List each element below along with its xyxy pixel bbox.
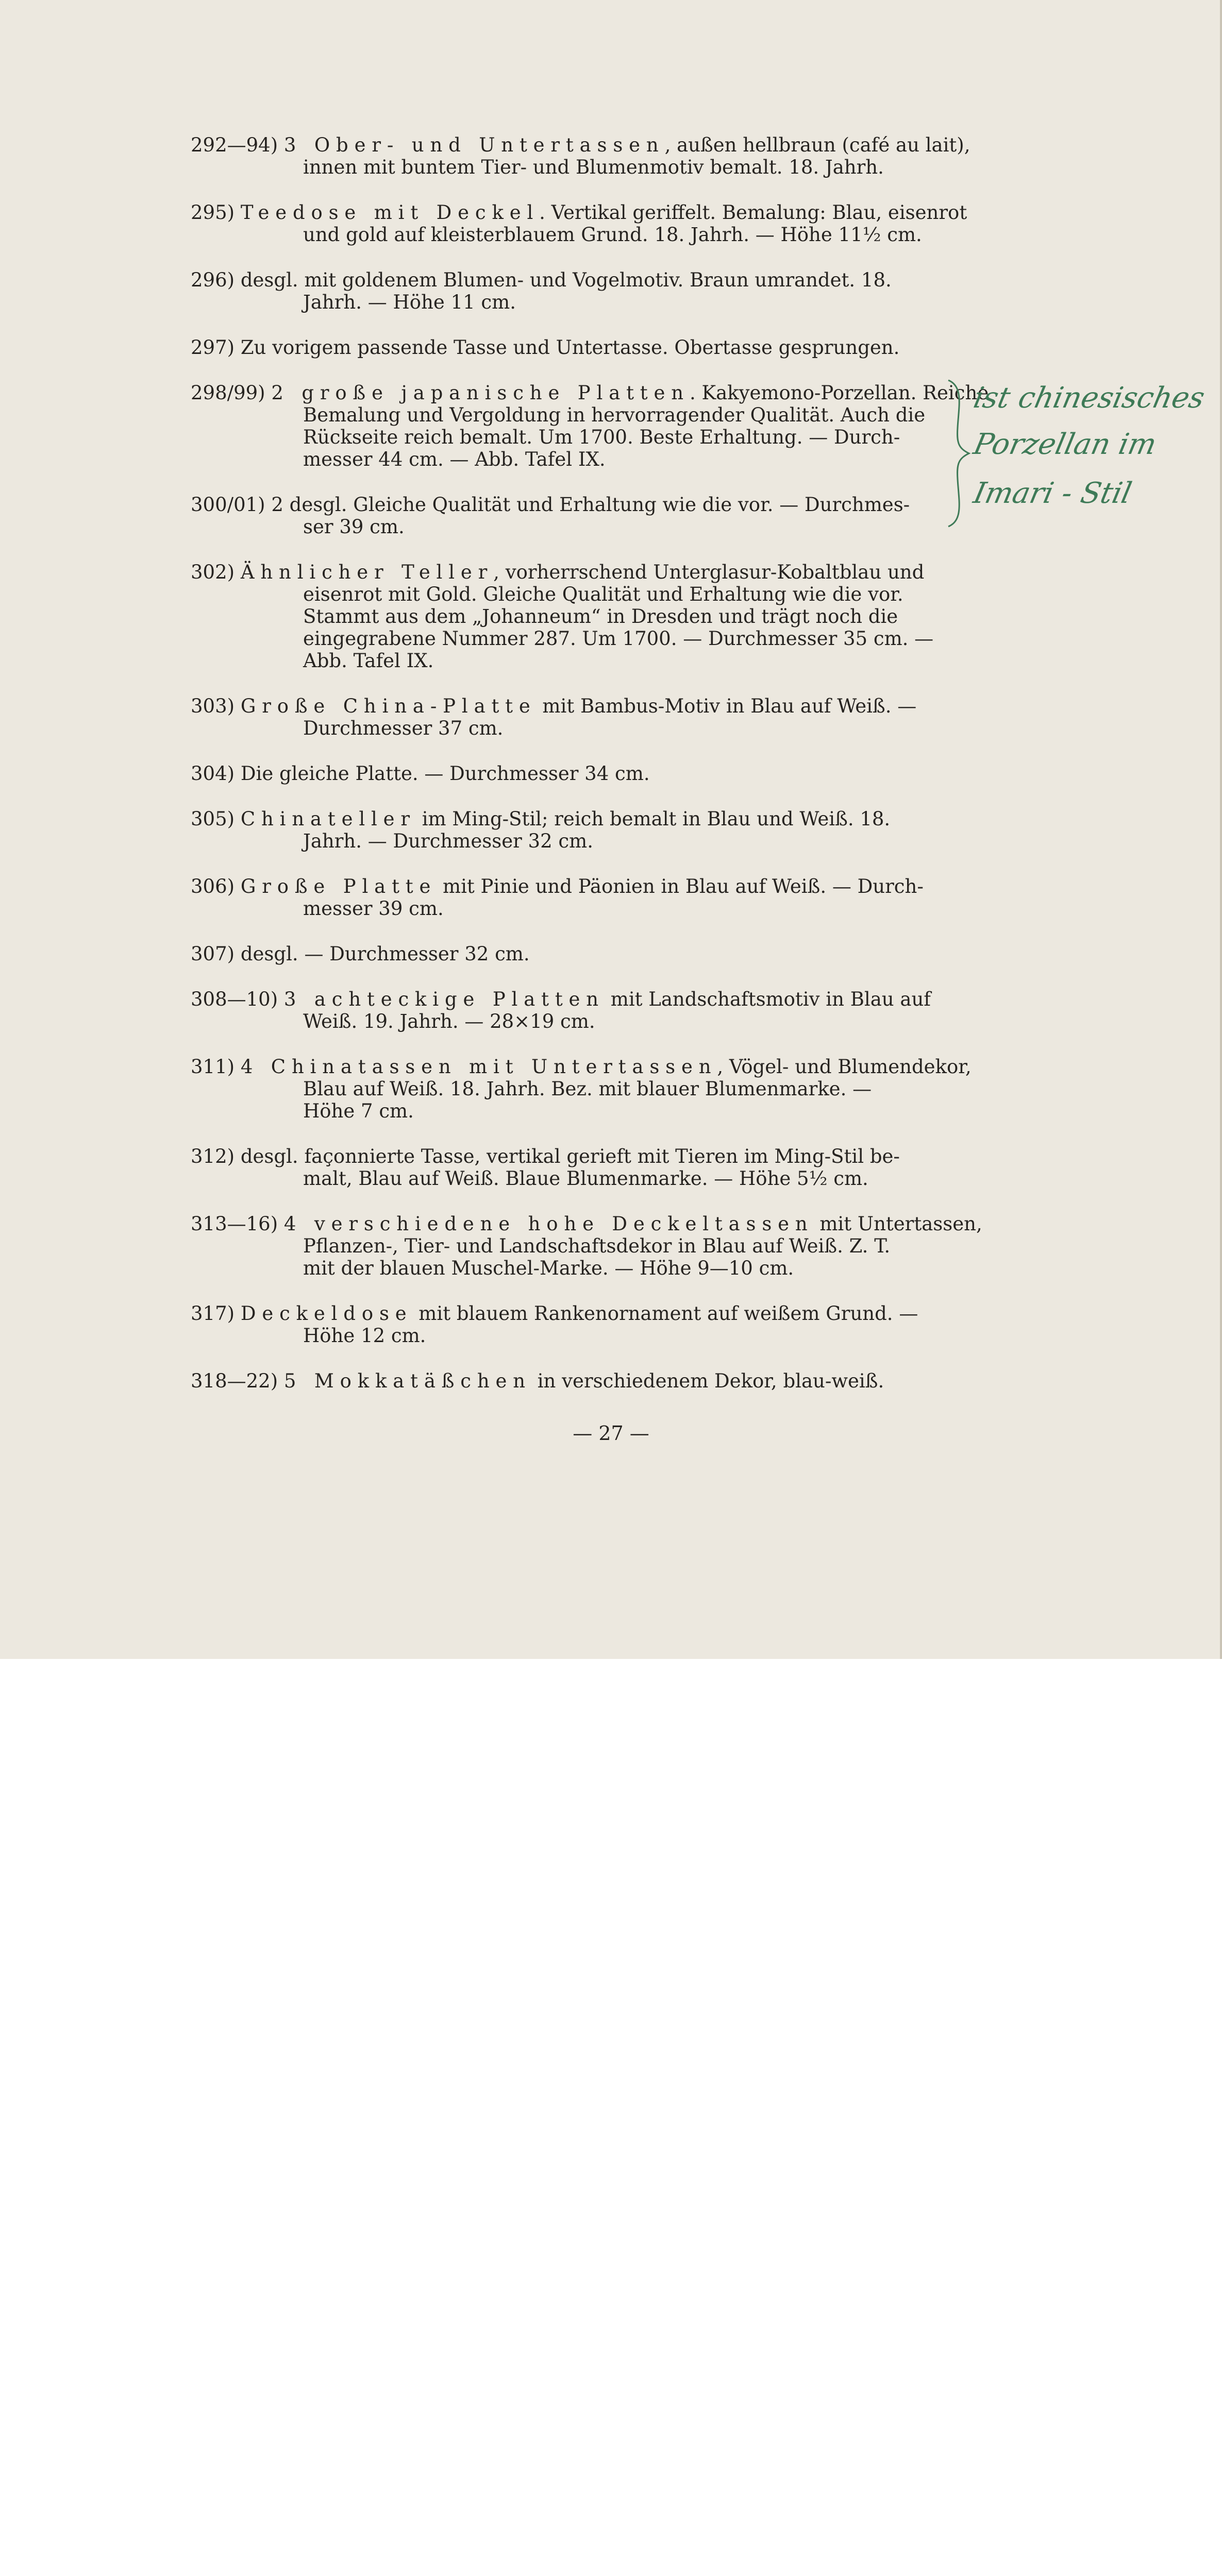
catalog-entry [191, 201, 967, 246]
entry-number: 313—16) [191, 1213, 278, 1235]
entry-line [191, 1302, 943, 1325]
entry-number: 302) [191, 561, 235, 583]
entry-line [191, 695, 943, 717]
entry-number: 303) [191, 695, 235, 717]
catalog-entry [191, 1213, 982, 1279]
catalog-entry [191, 382, 989, 470]
entry-text: in verschiedenem Dekor, blau-weiß. [531, 1370, 884, 1392]
entry-number: 318—22) [191, 1370, 278, 1392]
entry-line: Durchmesser 37 cm. [303, 717, 504, 739]
annotation-line-3: Imari - Stil [970, 477, 1135, 510]
entry-line: Bemalung und Vergoldung in hervorragender Qualität. Auch die [303, 404, 926, 426]
catalog-entry [191, 1370, 943, 1392]
entry-title: 5 Mokkatäßchen [283, 1370, 531, 1392]
entry-number: 304) [191, 762, 235, 785]
entry-text: mit blauem Rankenornament auf weißem Grund. — [412, 1302, 918, 1325]
entry-number: 311) [191, 1056, 235, 1078]
entry-title: Große Platte [240, 875, 437, 897]
entry-title: 4 Chinatassen mit Untertassen [240, 1056, 717, 1078]
entry-line [191, 201, 967, 224]
entry-line: mit der blauen Muschel-Marke. — Höhe 9—10 cm. [303, 1257, 794, 1279]
catalog-entry [191, 1145, 943, 1190]
entry-number: 305) [191, 808, 235, 830]
entry-title: 2 große japanische Platten [271, 382, 690, 404]
annotation-line-1: ist chinesisches [970, 381, 1208, 415]
entry-line [191, 561, 943, 583]
entry-title: 4 verschiedene hohe Deckeltassen [283, 1213, 814, 1235]
entry-title: Teedose mit Deckel [240, 201, 540, 224]
footer-bar [0, 1659, 1222, 1746]
entry-line: innen mit buntem Tier- und Blumenmotiv bemalt. 18. Jahrh. [303, 156, 884, 178]
catalog-entry [191, 988, 943, 1032]
entry-title: Deckeldose [240, 1302, 413, 1325]
brace-icon [943, 376, 974, 531]
entry-line: Höhe 12 cm. [303, 1325, 426, 1347]
entry-text: desgl. mit goldenem Blumen- und Vogelmotiv. Braun umrandet. 18. [240, 269, 892, 291]
entry-text: im Ming-Stil; reich bemalt in Blau und Weiß. 18. [415, 808, 891, 830]
entry-line [191, 1213, 982, 1235]
entry-text: Zu vorigem passende Tasse und Untertasse. Obertasse gesprungen. [240, 336, 900, 359]
entry-number: 307) [191, 943, 235, 965]
page-edge-shadow [1220, 0, 1222, 1659]
entry-line [191, 808, 943, 830]
entry-line: Höhe 7 cm. [303, 1100, 414, 1122]
entry-line: Pflanzen-, Tier- und Landschaftsdekor in Blau auf Weiß. Z. T. [303, 1235, 891, 1257]
entry-line: Stammt aus dem „Johanneum“ in Dresden und trägt noch die [303, 605, 898, 628]
catalog-entry [191, 494, 943, 538]
entry-line: Jahrh. — Höhe 11 cm. [303, 291, 516, 313]
entry-text: , Vögel- und Blumendekor, [717, 1056, 972, 1078]
entry-text: . Vertikal geriffelt. Bemalung: Blau, eisenrot [539, 201, 967, 224]
entry-title: Chinateller [240, 808, 416, 830]
entry-text: mit Landschaftsmotiv in Blau auf [604, 988, 931, 1010]
catalog-entry [191, 695, 943, 739]
entry-title: 3 Ober- und Untertassen [283, 134, 665, 156]
entry-number: 298/99) [191, 382, 265, 404]
entry-line [191, 134, 970, 156]
entry-text: mit Untertassen, [813, 1213, 982, 1235]
catalog-entry [191, 134, 970, 178]
catalog-entry [191, 336, 943, 359]
entry-line [191, 382, 989, 404]
entry-line [191, 1145, 943, 1167]
catalog-entry [191, 1302, 943, 1347]
entry-text: desgl. — Durchmesser 32 cm. [240, 943, 530, 965]
entry-text: mit Pinie und Päonien in Blau auf Weiß. — Durch- [437, 875, 924, 897]
entry-number: 300/01) [191, 494, 265, 516]
entry-number: 312) [191, 1145, 235, 1167]
entry-line: Abb. Tafel IX. [303, 650, 434, 672]
entry-number: 292—94) [191, 134, 278, 156]
entry-line [191, 1370, 943, 1392]
entry-line: Blau auf Weiß. 18. Jahrh. Bez. mit blauer Blumenmarke. — [303, 1078, 872, 1100]
entry-title: 3 achteckige Platten [283, 988, 605, 1010]
catalog-entry [191, 561, 943, 672]
entry-number: 308—10) [191, 988, 278, 1010]
page-number: — 27 — [573, 1422, 649, 1445]
entry-line: eisenrot mit Gold. Gleiche Qualität und Erhaltung wie die vor. [303, 583, 903, 605]
catalog-entry [191, 875, 943, 920]
entry-line [191, 269, 943, 291]
catalog-entry [191, 1056, 972, 1122]
entry-text: Die gleiche Platte. — Durchmesser 34 cm. [240, 762, 650, 785]
entry-text: . Kakyemono-Porzellan. Reiche [689, 382, 989, 404]
entry-text: , vorherrschend Unterglasur-Kobaltblau und [493, 561, 925, 583]
entry-line: ser 39 cm. [303, 516, 405, 538]
entry-line: messer 44 cm. — Abb. Tafel IX. [303, 448, 606, 470]
entry-line: Rückseite reich bemalt. Um 1700. Beste Erhaltung. — Durch- [303, 426, 900, 448]
catalog-entry [191, 762, 943, 785]
entry-line [191, 762, 943, 785]
entry-line: Weiß. 19. Jahrh. — 28×19 cm. [303, 1010, 595, 1032]
entry-line: eingegrabene Nummer 287. Um 1700. — Durchmesser 35 cm. — [303, 628, 934, 650]
entry-number: 317) [191, 1302, 235, 1325]
entry-line: messer 39 cm. [303, 897, 444, 920]
catalog-text [191, 134, 989, 1415]
entry-line [191, 943, 943, 965]
catalog-entry [191, 943, 943, 965]
entry-text: 2 desgl. Gleiche Qualität und Erhaltung wie die vor. — Durchmes- [271, 494, 910, 516]
entry-line: Jahrh. — Durchmesser 32 cm. [303, 830, 593, 852]
entry-title: Große China-Platte [240, 695, 537, 717]
entry-line: malt, Blau auf Weiß. Blaue Blumenmarke. — Höhe 5½ cm. [303, 1167, 868, 1190]
entry-text: mit Bambus-Motiv in Blau auf Weiß. — [536, 695, 917, 717]
entry-line [191, 336, 943, 359]
entry-title: Ähnlicher Teller [240, 561, 494, 583]
catalog-entry [191, 808, 943, 852]
entry-number: 306) [191, 875, 235, 897]
entry-number: 296) [191, 269, 235, 291]
entry-number: 297) [191, 336, 235, 359]
entry-text: , außen hellbraun (café au lait), [664, 134, 970, 156]
entry-line [191, 494, 943, 516]
entry-number: 295) [191, 201, 235, 224]
catalog-entry [191, 269, 943, 313]
annotation-line-2: Porzellan im [970, 428, 1160, 461]
entry-line [191, 875, 943, 897]
entry-line [191, 1056, 972, 1078]
entry-text: desgl. façonnierte Tasse, vertikal gerieft mit Tieren im Ming-Stil be- [240, 1145, 900, 1167]
entry-line [191, 988, 943, 1010]
entry-line: und gold auf kleisterblauem Grund. 18. Jahrh. — Höhe 11½ cm. [303, 224, 922, 246]
handwritten-annotation [943, 376, 1211, 531]
